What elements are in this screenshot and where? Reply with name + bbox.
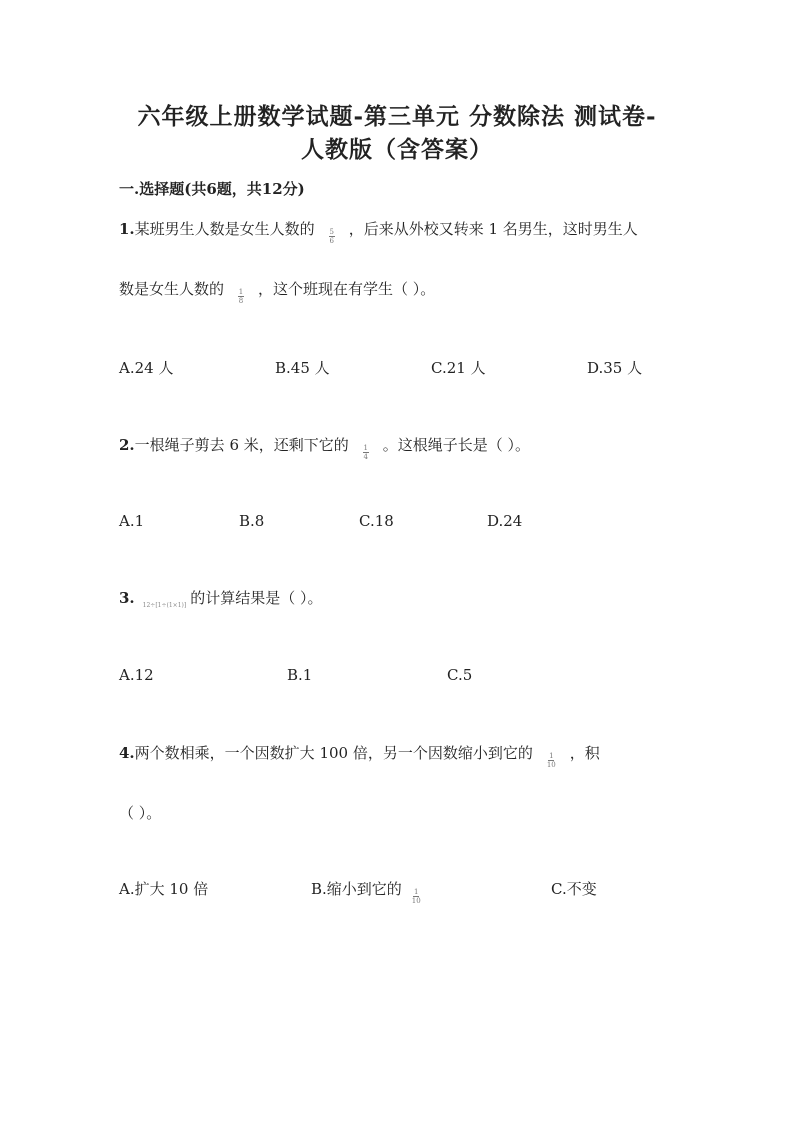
question-text: 。这根绳子长是（ ）。 xyxy=(382,436,531,454)
fraction xyxy=(329,228,335,245)
fraction-numerator: 5 xyxy=(329,227,334,236)
question-text: 某班男生人数是女生人数的 xyxy=(134,220,315,238)
question-text: 数是女生人数的 xyxy=(119,280,225,298)
option-d[interactable]: D.35 人 xyxy=(587,359,643,377)
question-2-line1 xyxy=(119,434,531,461)
option-a[interactable]: A.扩大 10 倍 xyxy=(119,880,209,898)
option-b[interactable]: B.8 xyxy=(239,512,265,530)
option-c[interactable]: C.18 xyxy=(359,512,394,530)
option-b[interactable] xyxy=(311,878,435,905)
question-text: ，后来从外校又转来 1 名男生，这时男生人 xyxy=(348,220,638,238)
question-1-line2 xyxy=(119,278,436,305)
option-a[interactable]: A.12 xyxy=(119,666,154,684)
fraction xyxy=(547,752,556,769)
option-d[interactable]: D.24 xyxy=(487,512,523,530)
section-heading: 一.选择题(共6题，共12分) xyxy=(119,180,305,198)
fraction-denominator: 10 xyxy=(546,760,556,769)
question-number: 4. xyxy=(119,744,135,762)
question-4-line1 xyxy=(119,742,600,769)
option-b[interactable]: B.45 人 xyxy=(275,359,330,377)
question-text: 的计算结果是（ ）。 xyxy=(190,589,323,607)
question-text: ，积 xyxy=(569,744,600,762)
fraction-denominator: 6 xyxy=(329,236,334,245)
fraction-denominator: 4 xyxy=(363,452,368,461)
fraction-numerator: 1 xyxy=(363,443,368,452)
option-a[interactable]: A.1 xyxy=(119,512,145,530)
fraction-denominator: 8 xyxy=(238,296,244,305)
option-c[interactable]: C.不变 xyxy=(551,880,597,898)
option-text: B.缩小到它的 xyxy=(311,880,402,898)
option-c[interactable]: C.5 xyxy=(447,666,473,684)
question-1-line1 xyxy=(119,218,638,245)
fraction-denominator: 10 xyxy=(411,896,421,905)
fraction-numerator: 1 xyxy=(414,887,419,896)
document-title-line2: 人教版（含答案） xyxy=(301,136,493,163)
question-text: （ ）。 xyxy=(119,804,162,822)
question-text: 两个数相乘，一个因数扩大 100 倍，另一个因数缩小到它的 xyxy=(134,744,533,762)
question-number: 3. xyxy=(119,589,135,607)
fraction-numerator: 1 xyxy=(238,287,244,296)
math-expression-image: 12÷[1÷(1×1)] xyxy=(142,601,187,609)
question-text: 一根绳子剪去 6 米，还剩下它的 xyxy=(134,436,349,454)
fraction xyxy=(363,444,369,461)
question-number: 1. xyxy=(119,220,135,238)
question-4-line2 xyxy=(119,802,161,823)
option-c[interactable]: C.21 人 xyxy=(431,359,486,377)
fraction xyxy=(238,288,244,305)
document-title-line1: 六年级上册数学试题-第三单元 分数除法 测试卷- xyxy=(137,103,657,130)
option-b[interactable]: B.1 xyxy=(287,666,313,684)
option-a[interactable]: A.24 人 xyxy=(119,359,174,377)
question-3-line1 xyxy=(119,587,323,608)
question-number: 2. xyxy=(119,436,135,454)
fraction xyxy=(412,888,421,905)
fraction-numerator: 1 xyxy=(549,751,554,760)
question-text: ，这个班现在有学生（ ）。 xyxy=(258,280,436,298)
